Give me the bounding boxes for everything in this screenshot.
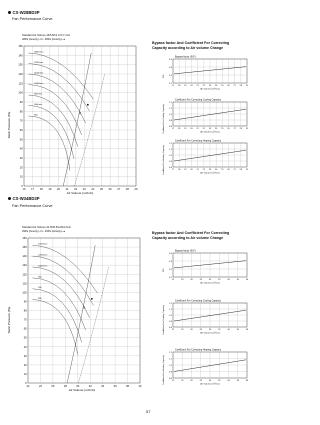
side-1-chart-bypass-y-tick-label: 0.3	[168, 66, 172, 69]
side-1-chart-heating-y-tick-label: 0.8	[168, 166, 172, 169]
fan-chart-1-y-tick-label: 30	[19, 157, 23, 160]
fan-chart-1-curve-label: 900r/min	[34, 103, 43, 106]
side-2-chart-bypass-x-axis-label: Air Volume (m³/min)	[200, 282, 220, 285]
side-2-chart-heating-x-tick-label: 26	[190, 380, 193, 382]
fan-chart-2-y-tick-label: 10	[23, 372, 27, 376]
fan-chart-1-x-tick-label: 25	[100, 188, 104, 191]
side-1-chart-bypass-x-tick-label: 24	[215, 85, 218, 87]
side-2-chart-heating-x-tick-label: 28	[199, 380, 202, 382]
fan-chart-1-x-tick-label: 21	[65, 188, 69, 191]
side-1-chart-bypass-x-tick-label: 23	[208, 85, 212, 87]
fan-chart-2-y-tick-label: 140	[22, 255, 27, 259]
side-1-chart-heating-header: Coefficient For Correcting Heating Capacity	[175, 139, 222, 143]
side-1-chart-cooling-y-tick-label: 0.8	[168, 125, 172, 128]
fan-chart-1-x-tick-label: 19	[48, 188, 52, 191]
fan-chart-2-y-axis-label: Static Pressure (Pa)	[7, 306, 11, 334]
side-2-chart-heating-y-axis-label: Coefficient For Heating Capacity	[163, 355, 165, 385]
fan-chart-1-y-tick-label: 90	[19, 101, 23, 104]
fan-chart-2-y-tick-label: 150	[22, 246, 27, 250]
side-1-chart-bypass-x-tick-label: 29	[245, 85, 249, 87]
side-2-chart-cooling	[162, 299, 249, 334]
side-1-chart-bypass-y-tick-label: 0.4	[168, 58, 172, 61]
side-1-chart-heating-x-tick-label: 20	[190, 169, 193, 171]
side-1-chart-cooling	[162, 98, 249, 133]
side-2-chart-bypass-y-tick-label: 0.1	[168, 276, 172, 279]
fan-chart-2-y-tick-label: 160	[22, 237, 27, 240]
side-2-chart-bypass-x-tick-label: 28	[199, 279, 202, 281]
side-1-chart-bypass-x-tick-label: 22	[202, 85, 205, 87]
side-2-chart-heating-y-tick-label: 0.8	[168, 377, 172, 380]
side-1-chart-bypass-x-tick-label: 28	[239, 85, 242, 87]
side-2-chart-bypass-y-tick-label: 0.4	[168, 252, 172, 255]
side-1-chart-heating-x-tick-label: 17	[171, 169, 175, 171]
side-2-chart-heating-y-tick-label: 1.1	[168, 358, 172, 361]
fan-chart-1-curve-label: 1800r/min	[34, 51, 44, 54]
side-2-chart-heating-x-tick-label: 32	[218, 380, 221, 382]
fan-chart-2-y-tick-label: 80	[23, 309, 27, 313]
fan-chart-2-curve-label: 1350r/min	[38, 243, 48, 246]
fan-chart-1-y-tick-label: 150	[18, 45, 23, 48]
side-2-chart-cooling-x-tick-label: 24	[181, 329, 184, 331]
side-1-chart-cooling-y-tick-label: 1.0	[168, 113, 172, 116]
fan-chart-2-curve-label: 960	[38, 276, 42, 279]
side-2-chart-cooling-y-tick-label: 1.0	[168, 314, 172, 317]
side-2-chart-heating-y-tick-label: 1.2	[168, 351, 172, 354]
fan-chart-1-y-tick-label: 20	[19, 166, 23, 170]
side-1-chart-bypass-x-axis-label: Air Volume (m³/min)	[200, 88, 220, 91]
side-1-chart-bypass-x-tick-label: 21	[196, 85, 199, 87]
fan-chart-2-y-tick-label: 0	[25, 382, 27, 385]
side-1-title-line2: Capacity according to Air volume Change	[152, 45, 224, 50]
side-2-chart-heating-y-tick-label: 1.0	[168, 364, 172, 367]
side-1-chart-heating-x-tick-label: 26	[227, 169, 230, 171]
side-2-chart-heating-x-tick-label: 24	[181, 380, 184, 382]
side-2-chart-heating-header: Coefficient For Correcting Heating Capacity	[175, 348, 222, 352]
side-1-chart-heating-x-tick-label: 18	[178, 169, 181, 171]
side-1-chart-cooling-y-tick-label: 0.9	[168, 119, 172, 122]
side-2-chart-cooling-header: Coefficient For Correcting Cooling Capacity	[175, 299, 221, 303]
fan-chart-1-curve-label: 1200r/min	[34, 61, 44, 64]
fan-chart-1-curve-label: 1100r/min	[34, 72, 44, 75]
side-2-chart-bypass-x-tick-label: 26	[190, 279, 193, 281]
fan-chart-1-x-tick-label: 28	[125, 188, 129, 191]
fan-chart-1-y-tick-label: 10	[19, 175, 23, 179]
side-2-chart-bypass-x-tick-label: 32	[218, 279, 221, 281]
side-1-chart-heating-x-tick-label: 21	[196, 169, 199, 171]
side-1-chart-heating-y-tick-label: 0.9	[168, 160, 172, 163]
fan-chart-2-x-tick-label: 26	[51, 385, 55, 388]
side-1-chart-bypass-x-tick-label: 19	[184, 85, 187, 87]
section-1-subtitle: Fan Performance Curve	[12, 17, 53, 21]
side-1-chart-bypass-x-tick-label: 25	[221, 85, 224, 87]
side-2-chart-bypass-header: Bypass factor (B.F.)	[175, 249, 196, 253]
side-2-chart-cooling-x-tick-label: 30	[208, 329, 212, 331]
side-2-chart-heating-x-tick-label: 36	[236, 380, 239, 382]
side-1-chart-cooling-header: Coefficient For Correcting Cooling Capacity	[175, 98, 221, 102]
fan-chart-1-x-tick-label: 26	[108, 188, 112, 191]
side-1-chart-heating-x-tick-label: 19	[184, 169, 187, 171]
side-2-chart-cooling-y-tick-label: 0.8	[168, 326, 172, 329]
fan-chart-2-y-tick-label: 40	[23, 345, 27, 349]
side-1-chart-heating-x-tick-label: 29	[245, 169, 249, 171]
side-1-chart-heating-y-tick-label: 1.1	[168, 148, 172, 151]
fan-chart-2-curve-label: 1000r/min	[38, 265, 48, 268]
side-1-chart-bypass-x-tick-label: 27	[233, 85, 236, 87]
fan-chart-1-y-tick-label: 60	[19, 129, 23, 132]
fan-chart-2-y-tick-label: 90	[23, 300, 27, 304]
fan-chart-2-x-tick-label: 30	[76, 385, 80, 388]
side-1-chart-cooling-x-tick-label: 19	[184, 128, 187, 130]
side-2-chart-bypass-x-tick-label: 30	[208, 279, 212, 281]
fan-chart-1-y-tick-label: 50	[19, 138, 23, 142]
side-1-chart-heating-x-tick-label: 22	[202, 169, 205, 171]
fan-chart-2-x-tick-label: 24	[38, 385, 42, 388]
fan-chart-2-x-tick-label: 28	[63, 385, 67, 388]
fan-chart-1-y-tick-label: 80	[19, 110, 23, 114]
fan-chart-2-y-tick-label: 130	[22, 264, 27, 268]
side-2-chart-cooling-x-tick-label: 28	[199, 329, 202, 331]
side-1-chart-cooling-x-tick-label: 22	[202, 128, 205, 130]
fan-chart-2-legend-line2: 49Pa (Gravity)--O-- 49Pa (Gravity)--●	[22, 230, 65, 233]
side-2-chart-heating-y-tick-label: 0.9	[168, 371, 172, 374]
section-2-model: CS-W34BD3P	[12, 196, 40, 201]
fan-chart-2-y-tick-label: 120	[22, 273, 27, 277]
side-2-chart-bypass	[163, 249, 249, 284]
fan-chart-1-x-tick-label: 27	[117, 188, 121, 191]
side-1-chart-bypass	[163, 55, 249, 90]
side-2-chart-bypass-x-tick-label: 34	[227, 279, 230, 281]
fan-chart-1-legend-line2: 48Pa (Gravity)--O-- 48Pa (Gravity)--●	[22, 38, 65, 41]
side-1-chart-heating-x-tick-label: 24	[215, 169, 218, 171]
side-2-chart-cooling-y-tick-label: 1.1	[168, 308, 172, 311]
side-1-chart-cooling-x-tick-label: 17	[171, 128, 175, 130]
side-1-chart-cooling-x-tick-label: 28	[239, 128, 242, 130]
fan-chart-1-x-tick-label: 23	[82, 188, 86, 191]
fan-chart-2-curve-label: 900	[38, 287, 42, 290]
fan-chart-2-x-tick-label: 36	[113, 385, 117, 388]
side-1-chart-heating-y-axis-label: Coefficient For Heating Capacity	[163, 145, 165, 175]
fan-chart-2-x-tick-label: 34	[101, 385, 105, 388]
fan-chart-1-y-tick-label: 130	[18, 63, 23, 67]
fan-chart-1-y-tick-label: 100	[18, 91, 23, 95]
side-2-chart-cooling-x-tick-label: 32	[218, 329, 221, 331]
section-1-model: CS-W28BD3P	[12, 10, 40, 15]
side-2-chart-cooling-y-tick-label: 0.9	[168, 320, 172, 323]
side-2-title-line1: Bypass factor And Coefficient For Correcting	[152, 231, 230, 235]
fan-chart-1-legend-line1: Standard Air Volume 16/5.8/12 L/7m³ /min	[22, 34, 71, 37]
fan-chart-2-y-tick-label: 110	[22, 282, 27, 286]
fan-chart-2-legend-line1: Standard Air Volume 31.5/30.5/L/29m³/min	[22, 226, 71, 229]
fan-chart-2-y-tick-label: 30	[23, 354, 27, 358]
fan-chart-2-y-tick-label: 60	[23, 327, 27, 331]
fan-chart-2-curve-label: 800	[38, 298, 42, 301]
fan-chart-1-x-tick-label: 17	[31, 188, 35, 191]
side-2-chart-heating-x-tick-label: 38	[245, 380, 249, 382]
fan-chart-1-y-tick-label: 70	[19, 119, 23, 123]
fan-chart-1-x-tick-label: 20	[56, 188, 60, 191]
fan-chart-1-x-tick-label: 18	[39, 188, 43, 191]
fan-chart-1-y-tick-label: 40	[19, 147, 23, 151]
side-1-chart-cooling-x-tick-label: 18	[178, 128, 181, 130]
fan-chart-2-x-tick-label: 40	[138, 385, 142, 388]
side-1-chart-cooling-x-tick-label: 25	[221, 128, 224, 130]
side-2-chart-cooling-y-tick-label: 1.2	[168, 302, 172, 305]
side-2-chart-cooling-x-tick-label: 26	[190, 329, 193, 331]
side-2-chart-heating-x-tick-label: 34	[227, 380, 230, 382]
side-1-chart-bypass-x-tick-label: 20	[190, 85, 193, 87]
section-2-subtitle: Fan Performance Curve	[12, 204, 53, 208]
fan-chart-1-x-axis-label: Air Volume (m³/min)	[66, 191, 94, 195]
side-1-chart-bypass-y-tick-label: 0.2	[168, 74, 172, 77]
side-2-chart-heating-x-tick-label: 30	[208, 380, 212, 382]
side-2-title-line2: Capacity according to Air volume Change	[152, 235, 224, 240]
fan-chart-2-y-tick-label: 50	[23, 336, 27, 340]
side-1-chart-heating-x-axis-label: Air Volume (m³/min)	[200, 172, 220, 175]
side-1-chart-cooling-x-tick-label: 20	[190, 128, 193, 130]
side-1-chart-heating-x-tick-label: 25	[221, 169, 224, 171]
fan-chart-1-x-tick-label: 22	[74, 188, 78, 191]
fan-chart-1-y-tick-label: 140	[18, 54, 23, 58]
side-1-chart-heating-y-tick-label: 1.2	[168, 142, 172, 145]
side-2-chart-cooling-x-tick-label: 22	[171, 329, 175, 331]
side-1-chart-cooling-x-tick-label: 29	[245, 128, 249, 130]
side-2-chart-bypass-x-tick-label: 38	[245, 279, 249, 281]
side-1-chart-heating-y-tick-label: 1.0	[168, 154, 172, 157]
fan-chart-2-x-tick-label: 22	[26, 385, 30, 388]
fan-chart-1-curve-label: 800	[34, 114, 38, 117]
side-1-chart-cooling-x-tick-label: 24	[215, 128, 218, 130]
side-1-chart-heating	[162, 139, 249, 175]
fan-chart-2-x-tick-label: 38	[126, 385, 130, 388]
side-1-chart-cooling-y-tick-label: 1.2	[168, 101, 172, 104]
fan-chart-1-y-tick-label: 110	[18, 82, 23, 86]
fan-chart-2-x-tick-label: 32	[88, 385, 92, 388]
side-2-chart-bypass-x-tick-label: 24	[181, 279, 184, 281]
side-2-chart-cooling-y-axis-label: Coefficient For Cooling Capacity	[163, 305, 165, 335]
side-1-chart-cooling-x-tick-label: 26	[227, 128, 230, 130]
side-1-chart-bypass-y-axis-label: B.F.	[163, 74, 165, 78]
side-2-chart-heating-x-tick-label: 22	[171, 380, 175, 382]
side-1-chart-bypass-header: Bypass factor (B.F.)	[175, 55, 196, 59]
side-1-chart-cooling-y-tick-label: 1.1	[168, 107, 172, 110]
side-1-chart-cooling-x-tick-label: 21	[196, 128, 199, 130]
side-1-chart-heating-x-tick-label: 23	[208, 169, 212, 171]
side-2-chart-cooling-x-tick-label: 38	[245, 329, 249, 331]
side-1-title-line1: Bypass factor And Coefficient For Correcting	[152, 41, 230, 45]
fan-chart-1-y-tick-label: 0	[21, 185, 23, 188]
fan-chart-2-y-tick-label: 70	[23, 318, 27, 322]
side-2-chart-bypass-y-tick-label: 0.2	[168, 268, 172, 271]
fan-chart-2-curve-label: 1250r/min	[38, 254, 48, 257]
side-2-chart-cooling-x-tick-label: 34	[227, 329, 230, 331]
fan-chart-1-x-tick-label: 24	[91, 188, 95, 191]
side-1-chart-cooling-x-axis-label: Air Volume (m³/min)	[200, 131, 220, 134]
side-2-chart-heating-x-axis-label: Air Volume (m³/min)	[200, 383, 220, 386]
side-1-chart-cooling-y-axis-label: Coefficient For Cooling Capacity	[163, 104, 165, 134]
side-1-chart-heating-x-tick-label: 28	[239, 169, 242, 171]
fan-chart-1-y-axis-label: Static Pressure (Pa)	[7, 111, 11, 139]
fan-chart-1-x-tick-label: 29	[134, 188, 138, 191]
side-1-chart-cooling-x-tick-label: 23	[208, 128, 212, 130]
fan-chart-1-curve-label: 960r/min	[34, 93, 43, 96]
fan-chart-2-y-tick-label: 20	[23, 363, 27, 367]
fan-chart-1-x-tick-label: 16	[22, 188, 26, 191]
side-2-chart-bypass-x-tick-label: 22	[171, 279, 175, 281]
fan-chart-2-y-tick-label: 100	[22, 291, 27, 295]
side-1-chart-bypass-x-tick-label: 26	[227, 85, 230, 87]
side-1-chart-bypass-x-tick-label: 17	[171, 85, 175, 87]
fan-chart-1-y-tick-label: 120	[18, 73, 23, 76]
side-1-chart-bypass-y-tick-label: 0.1	[168, 82, 172, 85]
side-1-chart-cooling-x-tick-label: 27	[233, 128, 236, 130]
side-2-chart-cooling-x-axis-label: Air Volume (m³/min)	[200, 332, 220, 335]
fan-chart-1-curve-label: 1000r/min	[34, 82, 44, 85]
side-2-chart-bypass-y-axis-label: B.F.	[163, 268, 165, 272]
side-2-chart-heating	[162, 348, 249, 385]
side-2-chart-bypass-x-tick-label: 36	[236, 279, 239, 281]
side-1-chart-heating-x-tick-label: 27	[233, 169, 236, 171]
fan-chart-2-x-axis-label: Air Volume (m³/min)	[68, 388, 96, 392]
side-2-chart-cooling-x-tick-label: 36	[236, 329, 239, 331]
page-number: 57	[146, 409, 151, 414]
side-1-chart-bypass-x-tick-label: 18	[178, 85, 181, 87]
side-2-chart-bypass-y-tick-label: 0.3	[168, 260, 172, 263]
